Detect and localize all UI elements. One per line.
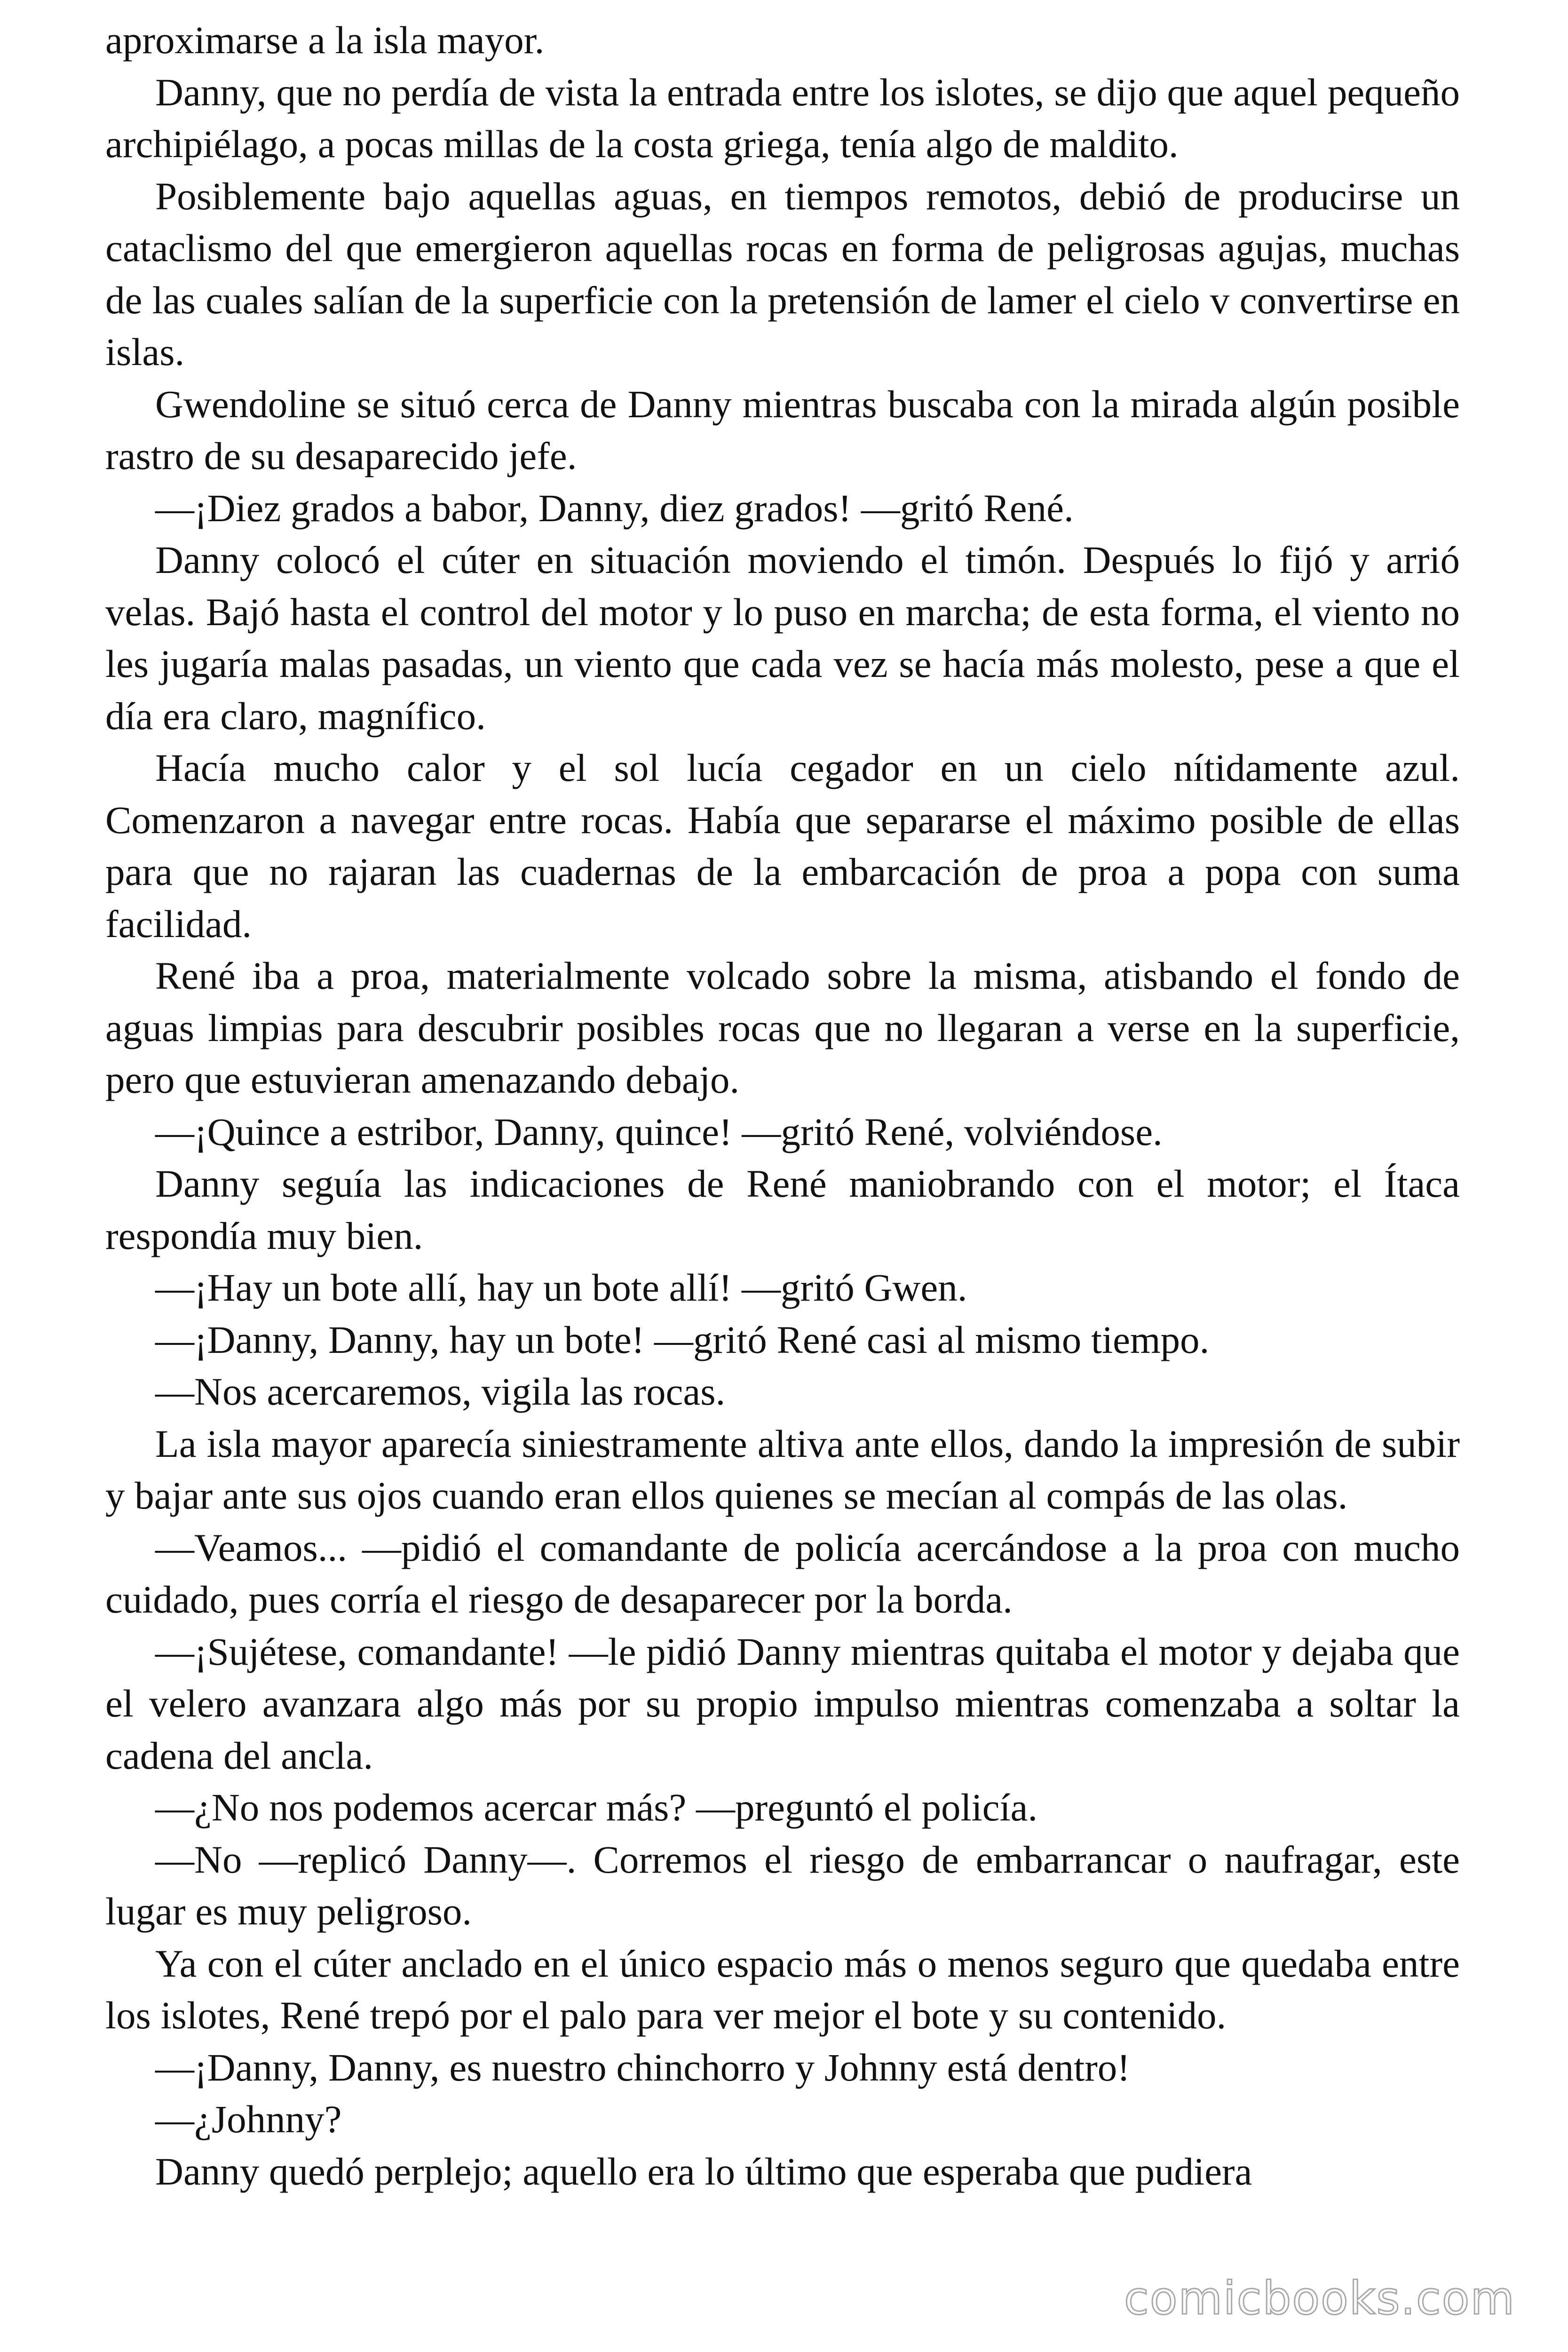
book-page-text bbox=[105, 14, 1460, 2197]
paragraph-22: Danny quedó perplejo; aquello era lo último que esperaba que pudiera bbox=[155, 2149, 1252, 2193]
paragraph-14: La isla mayor aparecía siniestramente altiva ante ellos, dando la impresión de subir y bajar ante sus ojos cuando eran ellos quienes se mecían al compás de las olas. bbox=[105, 1422, 1460, 1517]
paragraph-13: —Nos acercaremos, vigila las rocas. bbox=[155, 1370, 726, 1413]
paragraph-7: Hacía mucho calor y el sol lucía cegador en un cielo nítidamente azul. Comenzaron a navegar entre rocas. Había que separarse el máximo posible de ellas para que no rajaran las cuadernas de la embarcación de proa a popa con suma facilidad. bbox=[105, 746, 1460, 946]
paragraph-6: Danny colocó el cúter en situación moviendo el timón. Después lo fijó y arrió velas. Bajó hasta el control del motor y lo puso en marcha; de esta forma, el viento no les jugaría malas pasadas, un viento que cada vez se hacía más molesto, pese a que el día era claro, magnífico. bbox=[105, 538, 1460, 738]
paragraph-18: —No —replicó Danny—. Corremos el riesgo de embarrancar o naufragar, este lugar es muy peligroso. bbox=[105, 1837, 1460, 1933]
paragraph-15: —Veamos... —pidió el comandante de policía acercándose a la proa con mucho cuidado, pues corría el riesgo de desaparecer por la borda. bbox=[105, 1526, 1460, 1621]
paragraph-20: —¡Danny, Danny, es nuestro chinchorro y Johnny está dentro! bbox=[155, 2045, 1130, 2089]
paragraph-16: —¡Sujétese, comandante! —le pidió Danny mientras quitaba el motor y dejaba que el velero avanzara algo más por su propio impulso mientras comenzaba a soltar la cadena del ancla. bbox=[105, 1629, 1460, 1777]
paragraph-21: —¿Johnny? bbox=[155, 2098, 342, 2141]
watermark-logo: comicbooks.com bbox=[1124, 2272, 1515, 2325]
paragraph-2: Danny, que no perdía de vista la entrada entre los islotes, se dijo que aquel pequeño archipiélago, a pocas millas de la costa griega, tenía algo de maldito. bbox=[105, 70, 1460, 166]
paragraph-9: —¡Quince a estribor, Danny, quince! —gritó René, volviéndose. bbox=[155, 1110, 1163, 1153]
paragraph-3: Posiblemente bajo aquellas aguas, en tiempos remotos, debió de producirse un cataclismo del que emergieron aquellas rocas en forma de peligrosas agujas, muchas de las cuales salían de la superficie con la pretensión de lamer el cielo v convertirse en islas. bbox=[105, 174, 1460, 373]
paragraph-10: Danny seguía las indicaciones de René maniobrando con el motor; el Ítaca respondía muy bien. bbox=[105, 1162, 1460, 1257]
paragraph-1: aproximarse a la isla mayor. bbox=[105, 18, 545, 62]
paragraph-17: —¿No nos podemos acercar más? —preguntó el policía. bbox=[155, 1786, 1038, 1829]
paragraph-12: —¡Danny, Danny, hay un bote! —gritó René casi al mismo tiempo. bbox=[155, 1318, 1210, 1361]
paragraph-8: René iba a proa, materialmente volcado sobre la misma, atisbando el fondo de aguas limpias para descubrir posibles rocas que no llegaran a verse en la superficie, pero que estuvieran amenazando debajo. bbox=[105, 954, 1460, 1101]
paragraph-19: Ya con el cúter anclado en el único espacio más o menos seguro que quedaba entre los islotes, René trepó por el palo para ver mejor el bote y su contenido. bbox=[105, 1941, 1460, 2037]
paragraph-11: —¡Hay un bote allí, hay un bote allí! —gritó Gwen. bbox=[155, 1266, 967, 1309]
paragraph-4: Gwendoline se situó cerca de Danny mientras buscaba con la mirada algún posible rastro de su desaparecido jefe. bbox=[105, 382, 1460, 477]
paragraph-5: —¡Diez grados a babor, Danny, diez grados! —gritó René. bbox=[155, 486, 1074, 530]
